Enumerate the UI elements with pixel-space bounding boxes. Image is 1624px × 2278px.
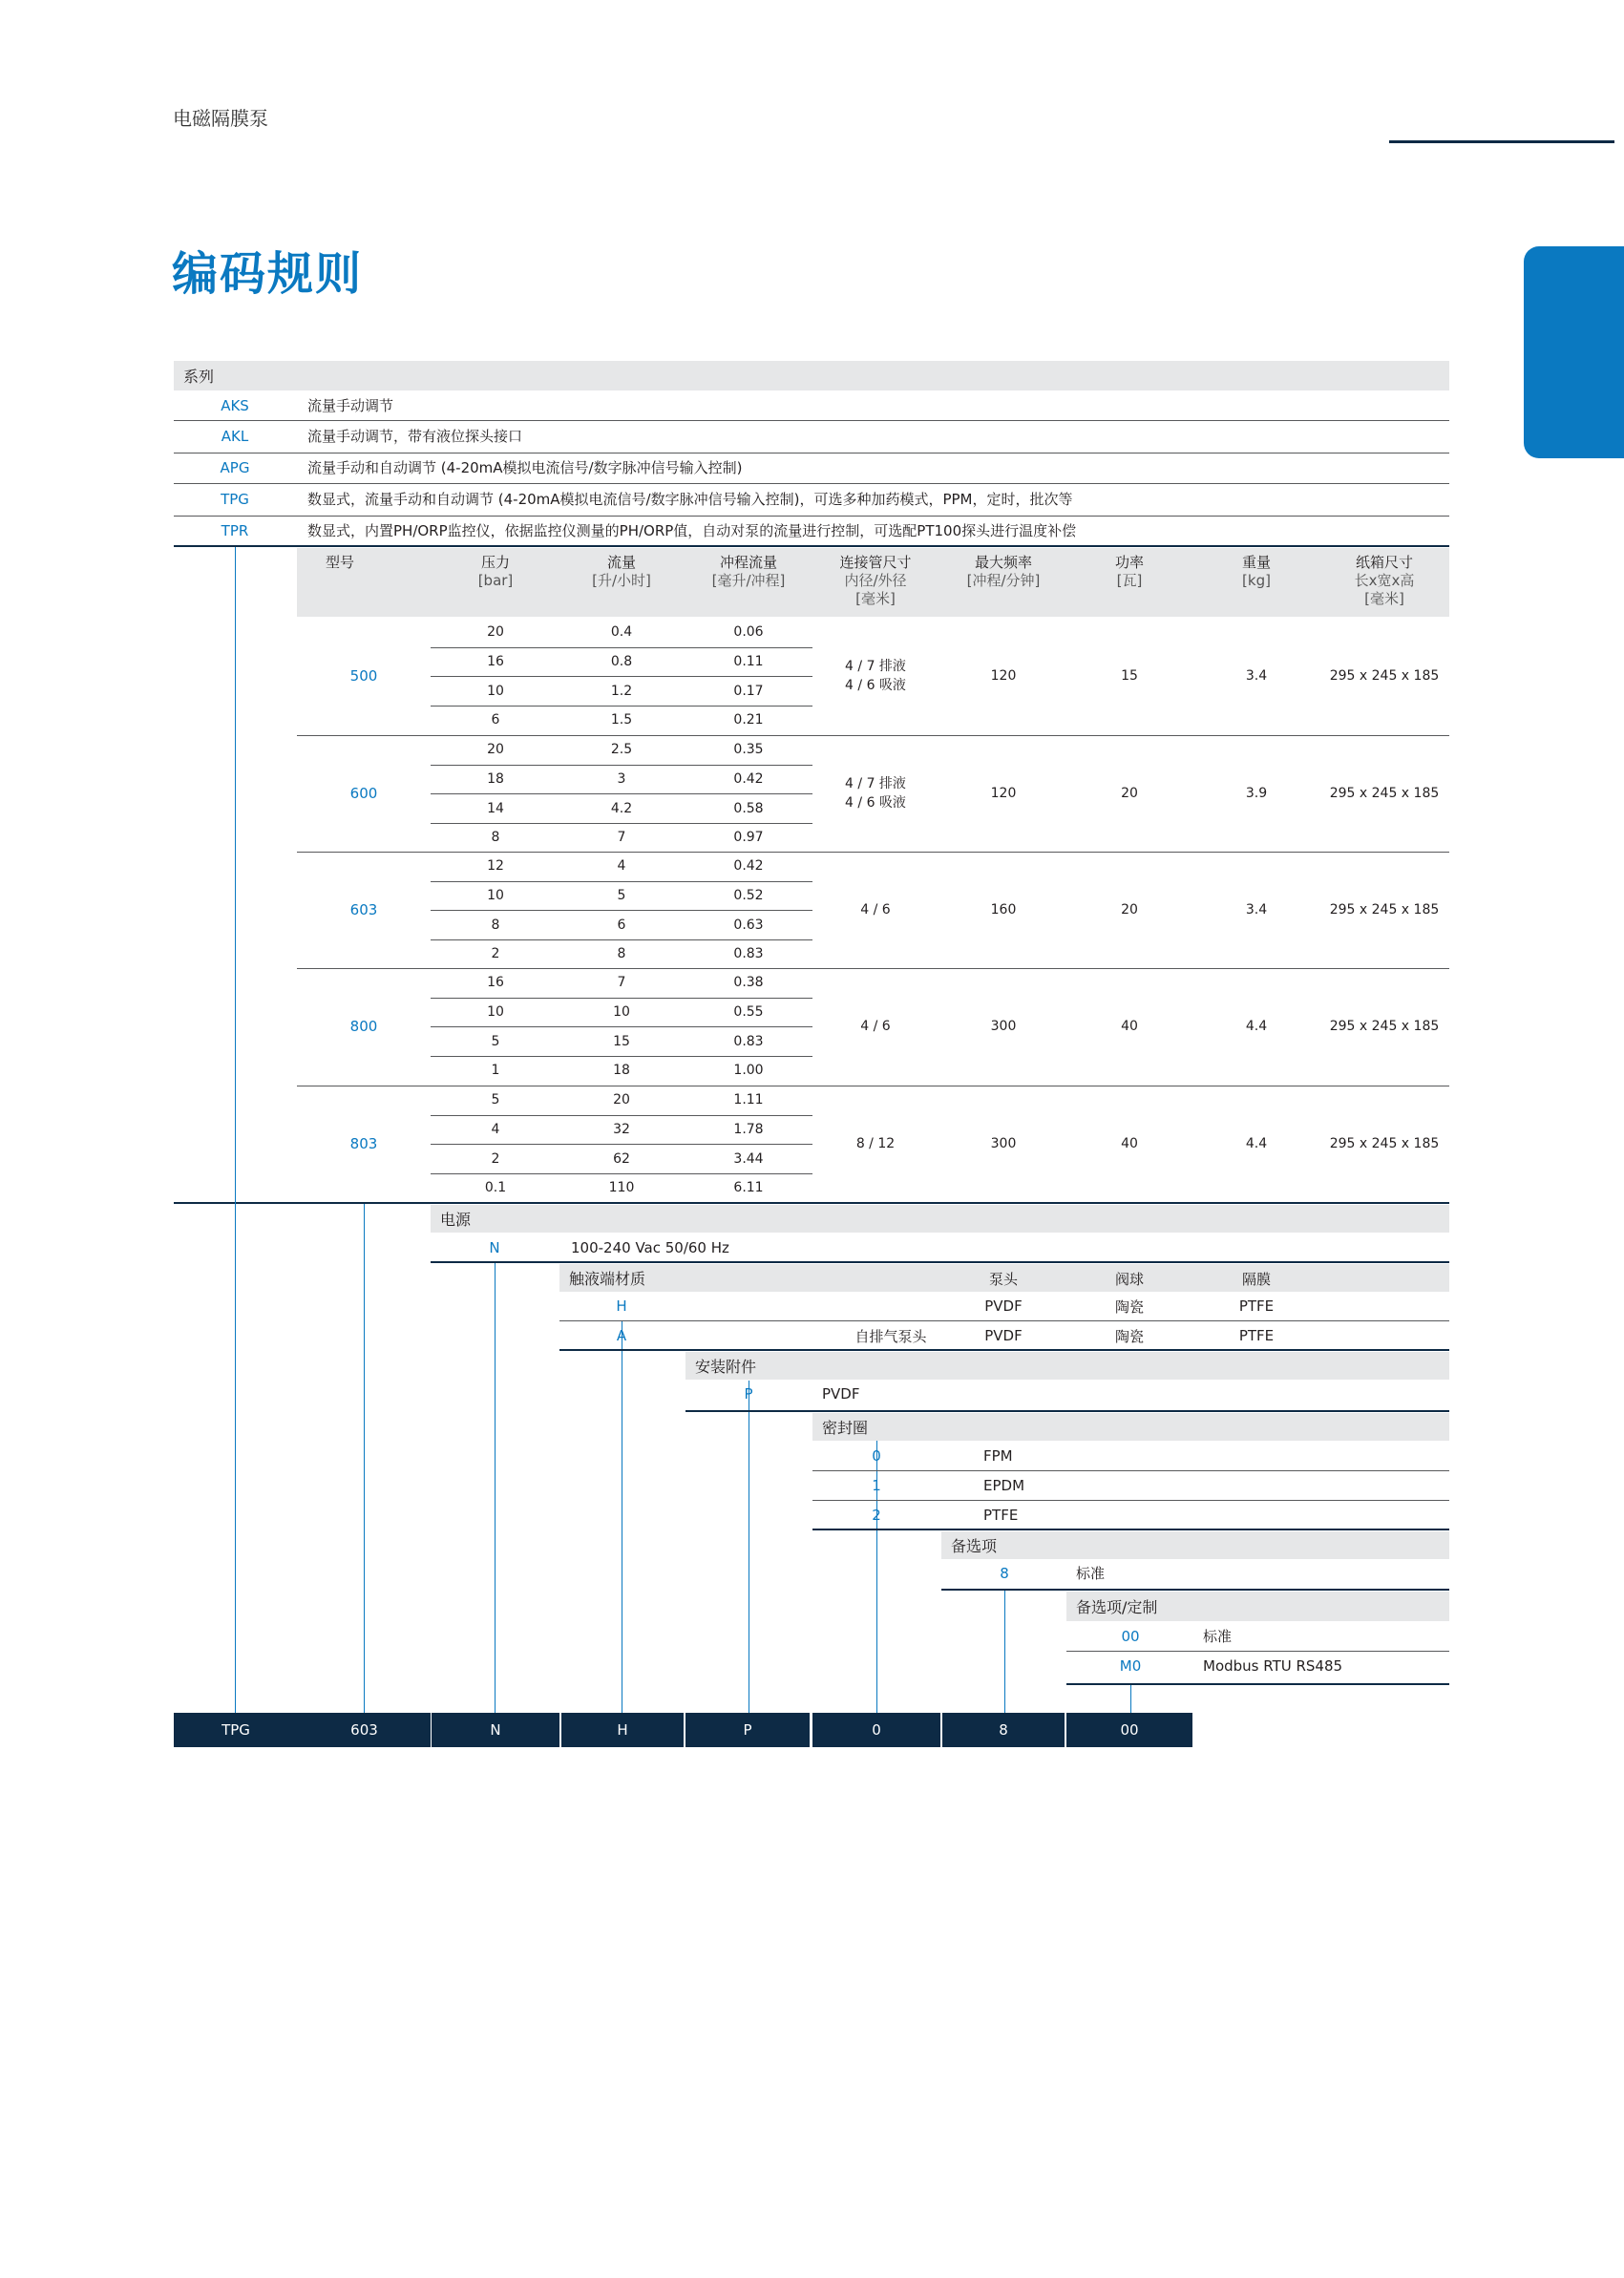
connector-line — [1130, 1684, 1131, 1713]
final-code-segment: N — [432, 1713, 559, 1747]
pipe-line: 4 / 6 — [860, 1019, 891, 1035]
power: 20 — [1121, 786, 1138, 802]
series-desc: 数显式，流量手动和自动调节 (4-20mA模拟电流信号/数字脉冲信号输入控制)，可选多种加药模式，PPM，定时，批次等 — [307, 491, 1073, 508]
table-cell: 18 — [613, 1063, 630, 1079]
option-label: 备选项 — [941, 1531, 1449, 1559]
table-cell: 0.55 — [733, 1003, 764, 1020]
table-cell: 0.83 — [733, 1033, 764, 1049]
option-desc: 标准 — [1076, 1565, 1106, 1582]
table-cell: 8 — [491, 917, 500, 933]
option-bottom-rule — [941, 1589, 1449, 1591]
pipe-size — [809, 1125, 942, 1163]
connector-line — [495, 1262, 496, 1713]
seal-code-0: 0 — [872, 1447, 881, 1465]
pipe-line: 4 / 7 排液 — [845, 659, 906, 675]
custom-desc: 标准 — [1203, 1628, 1233, 1645]
row-divider — [431, 1115, 812, 1116]
pipe-line: 4 / 6 — [860, 902, 891, 918]
group-divider — [297, 852, 1449, 853]
table-cell: 5 — [491, 1033, 500, 1049]
header-title: 压力 — [480, 554, 510, 571]
wetted-ball: 陶瓷 — [1114, 1297, 1144, 1316]
table-cell: 0.11 — [733, 653, 764, 669]
table-header-0 — [268, 554, 411, 617]
max-frequency: 300 — [990, 1019, 1017, 1035]
max-frequency: 160 — [990, 902, 1017, 918]
power-bottom-rule — [431, 1261, 1449, 1263]
wetted-ball: 陶瓷 — [1114, 1327, 1144, 1345]
row-divider — [431, 765, 812, 766]
table-cell: 4 — [491, 1121, 500, 1137]
page-title: 编码规则 — [172, 247, 364, 301]
row-divider — [812, 1500, 1449, 1501]
group-divider — [297, 968, 1449, 969]
table-cell: 7 — [617, 975, 626, 991]
header-title: 冲程流量 — [719, 554, 777, 571]
table-header-5 — [932, 554, 1075, 617]
seal-desc: PTFE — [983, 1507, 1019, 1524]
table-cell: 0.63 — [733, 917, 764, 933]
table-bottom-rule — [174, 1202, 1449, 1204]
series-code-apg: APG — [220, 459, 250, 476]
table-cell: 1.78 — [733, 1121, 764, 1137]
table-cell: 8 — [617, 946, 626, 962]
table-cell: 0.38 — [733, 975, 764, 991]
table-cell: 3.44 — [733, 1150, 764, 1167]
final-code-segment: 0 — [812, 1713, 940, 1747]
table-cell: 1.5 — [610, 712, 633, 728]
custom-bottom-rule — [1066, 1683, 1449, 1685]
table-cell: 10 — [613, 1003, 630, 1020]
table-cell: 10 — [487, 887, 504, 903]
wetted-label: 触液端材质 — [559, 1264, 1449, 1292]
model-code-603: 603 — [349, 901, 378, 919]
table-cell: 1.11 — [733, 1092, 764, 1108]
seal-desc: FPM — [983, 1447, 1013, 1465]
fitting-desc: PVDF — [822, 1385, 860, 1403]
table-cell: 4 — [617, 858, 626, 875]
row-divider — [431, 706, 812, 707]
row-divider — [431, 939, 812, 940]
table-cell: 0.52 — [733, 887, 764, 903]
weight: 4.4 — [1245, 1019, 1268, 1035]
table-cell: 6 — [617, 917, 626, 933]
header-title: 功率 — [1114, 554, 1144, 571]
connector-line — [1004, 1589, 1005, 1713]
header-sub: [升/小时] — [592, 572, 651, 589]
pipe-line: 4 / 7 排液 — [845, 776, 906, 792]
row-divider — [431, 910, 812, 911]
table-cell: 8 — [491, 830, 500, 846]
final-code-segment: 00 — [1066, 1713, 1192, 1747]
carton-size: 295 x 245 x 185 — [1329, 668, 1440, 685]
header-title: 最大频率 — [974, 554, 1032, 571]
header-sub: 长x宽x高 — [1354, 572, 1415, 589]
model-code-803: 803 — [349, 1135, 378, 1153]
table-header-3 — [677, 554, 820, 617]
series-code-akl: AKL — [221, 428, 249, 445]
pipe-size — [809, 1007, 942, 1045]
table-cell: 0.42 — [733, 858, 764, 875]
header-sub2: [毫米] — [855, 590, 896, 607]
doc-header-title: 电磁隔膜泵 — [173, 107, 268, 130]
option-code-8: 8 — [1000, 1565, 1009, 1582]
table-cell: 20 — [487, 624, 504, 641]
carton-size: 295 x 245 x 185 — [1329, 1019, 1440, 1035]
table-cell: 32 — [613, 1121, 630, 1137]
custom-label: 备选项/定制 — [1066, 1592, 1449, 1621]
final-code-segment: P — [685, 1713, 810, 1747]
table-cell: 0.42 — [733, 770, 764, 787]
final-code-segment: 603 — [298, 1713, 431, 1747]
power: 40 — [1121, 1019, 1138, 1035]
row-divider — [431, 1026, 812, 1027]
side-section-tab[interactable] — [1524, 246, 1624, 458]
max-frequency: 120 — [990, 786, 1017, 802]
table-cell: 12 — [487, 858, 504, 875]
model-code-600: 600 — [349, 785, 378, 803]
table-header-6 — [1058, 554, 1201, 617]
table-cell: 1 — [491, 1063, 500, 1079]
table-cell: 6 — [491, 712, 500, 728]
row-divider — [174, 516, 1449, 517]
carton-size: 295 x 245 x 185 — [1329, 786, 1440, 802]
header-sub2: [毫米] — [1364, 590, 1404, 607]
row-divider — [431, 998, 812, 999]
table-cell: 0.06 — [733, 624, 764, 641]
custom-desc: Modbus RTU RS485 — [1203, 1657, 1343, 1675]
final-code-segment: 8 — [942, 1713, 1065, 1747]
carton-size: 295 x 245 x 185 — [1329, 1136, 1440, 1152]
table-cell: 1.00 — [733, 1063, 764, 1079]
wetted-diaphragm: PTFE — [1238, 1297, 1275, 1315]
table-cell: 6.11 — [733, 1180, 764, 1196]
fitting-code-p: P — [744, 1385, 753, 1403]
weight: 3.4 — [1245, 902, 1268, 918]
table-cell: 2 — [491, 946, 500, 962]
fitting-label: 安装附件 — [685, 1352, 1449, 1380]
row-divider — [431, 676, 812, 677]
model-code-500: 500 — [349, 667, 378, 686]
weight: 3.9 — [1245, 786, 1268, 802]
table-cell: 0.83 — [733, 946, 764, 962]
table-cell: 3 — [617, 770, 626, 787]
final-code-segment: TPG — [174, 1713, 298, 1747]
row-divider — [174, 483, 1449, 484]
table-cell: 2.5 — [610, 742, 633, 758]
header-title: 流量 — [606, 554, 636, 571]
table-header-7 — [1185, 554, 1328, 617]
table-cell: 62 — [613, 1150, 630, 1167]
series-code-tpr: TPR — [221, 522, 249, 539]
seal-code-2: 2 — [872, 1507, 881, 1524]
seal-desc: EPDM — [983, 1477, 1025, 1494]
table-cell: 4.2 — [610, 800, 633, 816]
power-code-n: N — [489, 1239, 500, 1256]
header-title: 连接管尺寸 — [839, 554, 912, 571]
table-header-4 — [804, 554, 947, 617]
table-cell: 20 — [487, 742, 504, 758]
weight: 3.4 — [1245, 668, 1268, 685]
group-divider — [297, 735, 1449, 736]
max-frequency: 120 — [990, 668, 1017, 685]
table-cell: 0.35 — [733, 742, 764, 758]
wetted-code-a: A — [616, 1327, 627, 1344]
wetted-col-diaphragm: 隔膜 — [1241, 1270, 1271, 1288]
row-divider — [431, 1144, 812, 1145]
seal-code-1: 1 — [872, 1477, 881, 1494]
model-code-800: 800 — [349, 1018, 378, 1036]
pipe-line: 4 / 6 吸液 — [845, 795, 906, 812]
row-divider — [1066, 1651, 1449, 1652]
header-sub: [kg] — [1242, 572, 1271, 589]
table-cell: 14 — [487, 800, 504, 816]
max-frequency: 300 — [990, 1136, 1017, 1152]
table-cell: 10 — [487, 683, 504, 699]
wetted-col-head: 泵头 — [988, 1270, 1018, 1288]
table-cell: 16 — [487, 653, 504, 669]
row-divider — [431, 881, 812, 882]
table-cell: 110 — [608, 1180, 635, 1196]
wetted-head: PVDF — [984, 1327, 1023, 1344]
table-cell: 10 — [487, 1003, 504, 1020]
fitting-bottom-rule — [685, 1410, 1449, 1412]
wetted-note: 自排气泵头 — [854, 1327, 927, 1345]
power: 15 — [1121, 668, 1138, 685]
header-sub: [冲程/分钟] — [966, 572, 1041, 589]
table-cell: 2 — [491, 1150, 500, 1167]
table-header-1 — [424, 554, 567, 617]
table-cell: 0.21 — [733, 712, 764, 728]
carton-size: 295 x 245 x 185 — [1329, 902, 1440, 918]
header-sub: [bar] — [477, 572, 514, 589]
row-divider — [431, 1173, 812, 1174]
row-divider — [812, 1470, 1449, 1471]
custom-code-00: 00 — [1121, 1628, 1140, 1645]
final-code-segment: H — [561, 1713, 684, 1747]
series-label: 系列 — [174, 361, 1449, 390]
table-cell: 20 — [613, 1092, 630, 1108]
series-desc: 流量手动和自动调节 (4-20mA模拟电流信号/数字脉冲信号输入控制) — [307, 459, 743, 476]
wetted-diaphragm: PTFE — [1238, 1327, 1275, 1344]
header-rule — [1389, 140, 1614, 143]
table-cell: 0.97 — [733, 830, 764, 846]
header-title: 重量 — [1241, 554, 1271, 571]
wetted-code-h: H — [616, 1297, 627, 1315]
table-cell: 1.2 — [610, 683, 633, 699]
row-divider — [174, 420, 1449, 421]
power-label: 电源 — [431, 1205, 1449, 1233]
wetted-head: PVDF — [984, 1297, 1023, 1315]
pipe-size — [809, 774, 942, 812]
table-cell: 5 — [491, 1092, 500, 1108]
pipe-line: 4 / 6 吸液 — [845, 678, 906, 694]
table-cell: 7 — [617, 830, 626, 846]
header-title: 型号 — [325, 554, 354, 571]
custom-code-m0: M0 — [1119, 1657, 1142, 1675]
table-cell: 16 — [487, 975, 504, 991]
seal-label: 密封圈 — [812, 1413, 1449, 1441]
connector-line — [364, 1204, 365, 1713]
row-divider — [431, 823, 812, 824]
table-cell: 0.17 — [733, 683, 764, 699]
power: 40 — [1121, 1136, 1138, 1152]
row-divider — [431, 647, 812, 648]
table-cell: 0.8 — [610, 653, 633, 669]
series-desc: 数显式，内置PH/ORP监控仪，依据监控仪测量的PH/ORP值，自动对泵的流量进行控制，可选配PT100探头进行温度补偿 — [307, 522, 1077, 539]
series-desc: 流量手动调节 — [307, 397, 394, 414]
table-header-8 — [1313, 554, 1456, 617]
seal-bottom-rule — [812, 1529, 1449, 1530]
table-cell: 0.4 — [610, 624, 633, 641]
pipe-size — [809, 891, 942, 929]
table-cell: 0.1 — [484, 1180, 507, 1196]
table-cell: 5 — [617, 887, 626, 903]
row-divider — [559, 1320, 1449, 1321]
wetted-bottom-rule — [559, 1349, 1449, 1351]
power: 20 — [1121, 902, 1138, 918]
header-title: 纸箱尺寸 — [1355, 554, 1413, 571]
table-cell: 18 — [487, 770, 504, 787]
power-desc: 100-240 Vac 50/60 Hz — [571, 1239, 729, 1256]
pipe-size — [809, 657, 942, 695]
series-code-aks: AKS — [221, 397, 249, 414]
connector-line — [235, 547, 236, 1713]
row-divider — [431, 793, 812, 794]
table-header-2 — [550, 554, 693, 617]
series-desc: 流量手动调节，带有液位探头接口 — [307, 428, 523, 445]
header-sub: 内径/外径 — [844, 572, 907, 589]
row-divider — [431, 1056, 812, 1057]
table-cell: 0.58 — [733, 800, 764, 816]
header-sub: [毫升/冲程] — [711, 572, 786, 589]
series-code-tpg: TPG — [221, 491, 249, 508]
wetted-col-ball: 阀球 — [1114, 1270, 1144, 1288]
series-bottom-rule — [174, 545, 1449, 547]
pipe-line: 8 / 12 — [855, 1136, 896, 1152]
weight: 4.4 — [1245, 1136, 1268, 1152]
table-cell: 15 — [613, 1033, 630, 1049]
header-sub: [瓦] — [1116, 572, 1143, 589]
